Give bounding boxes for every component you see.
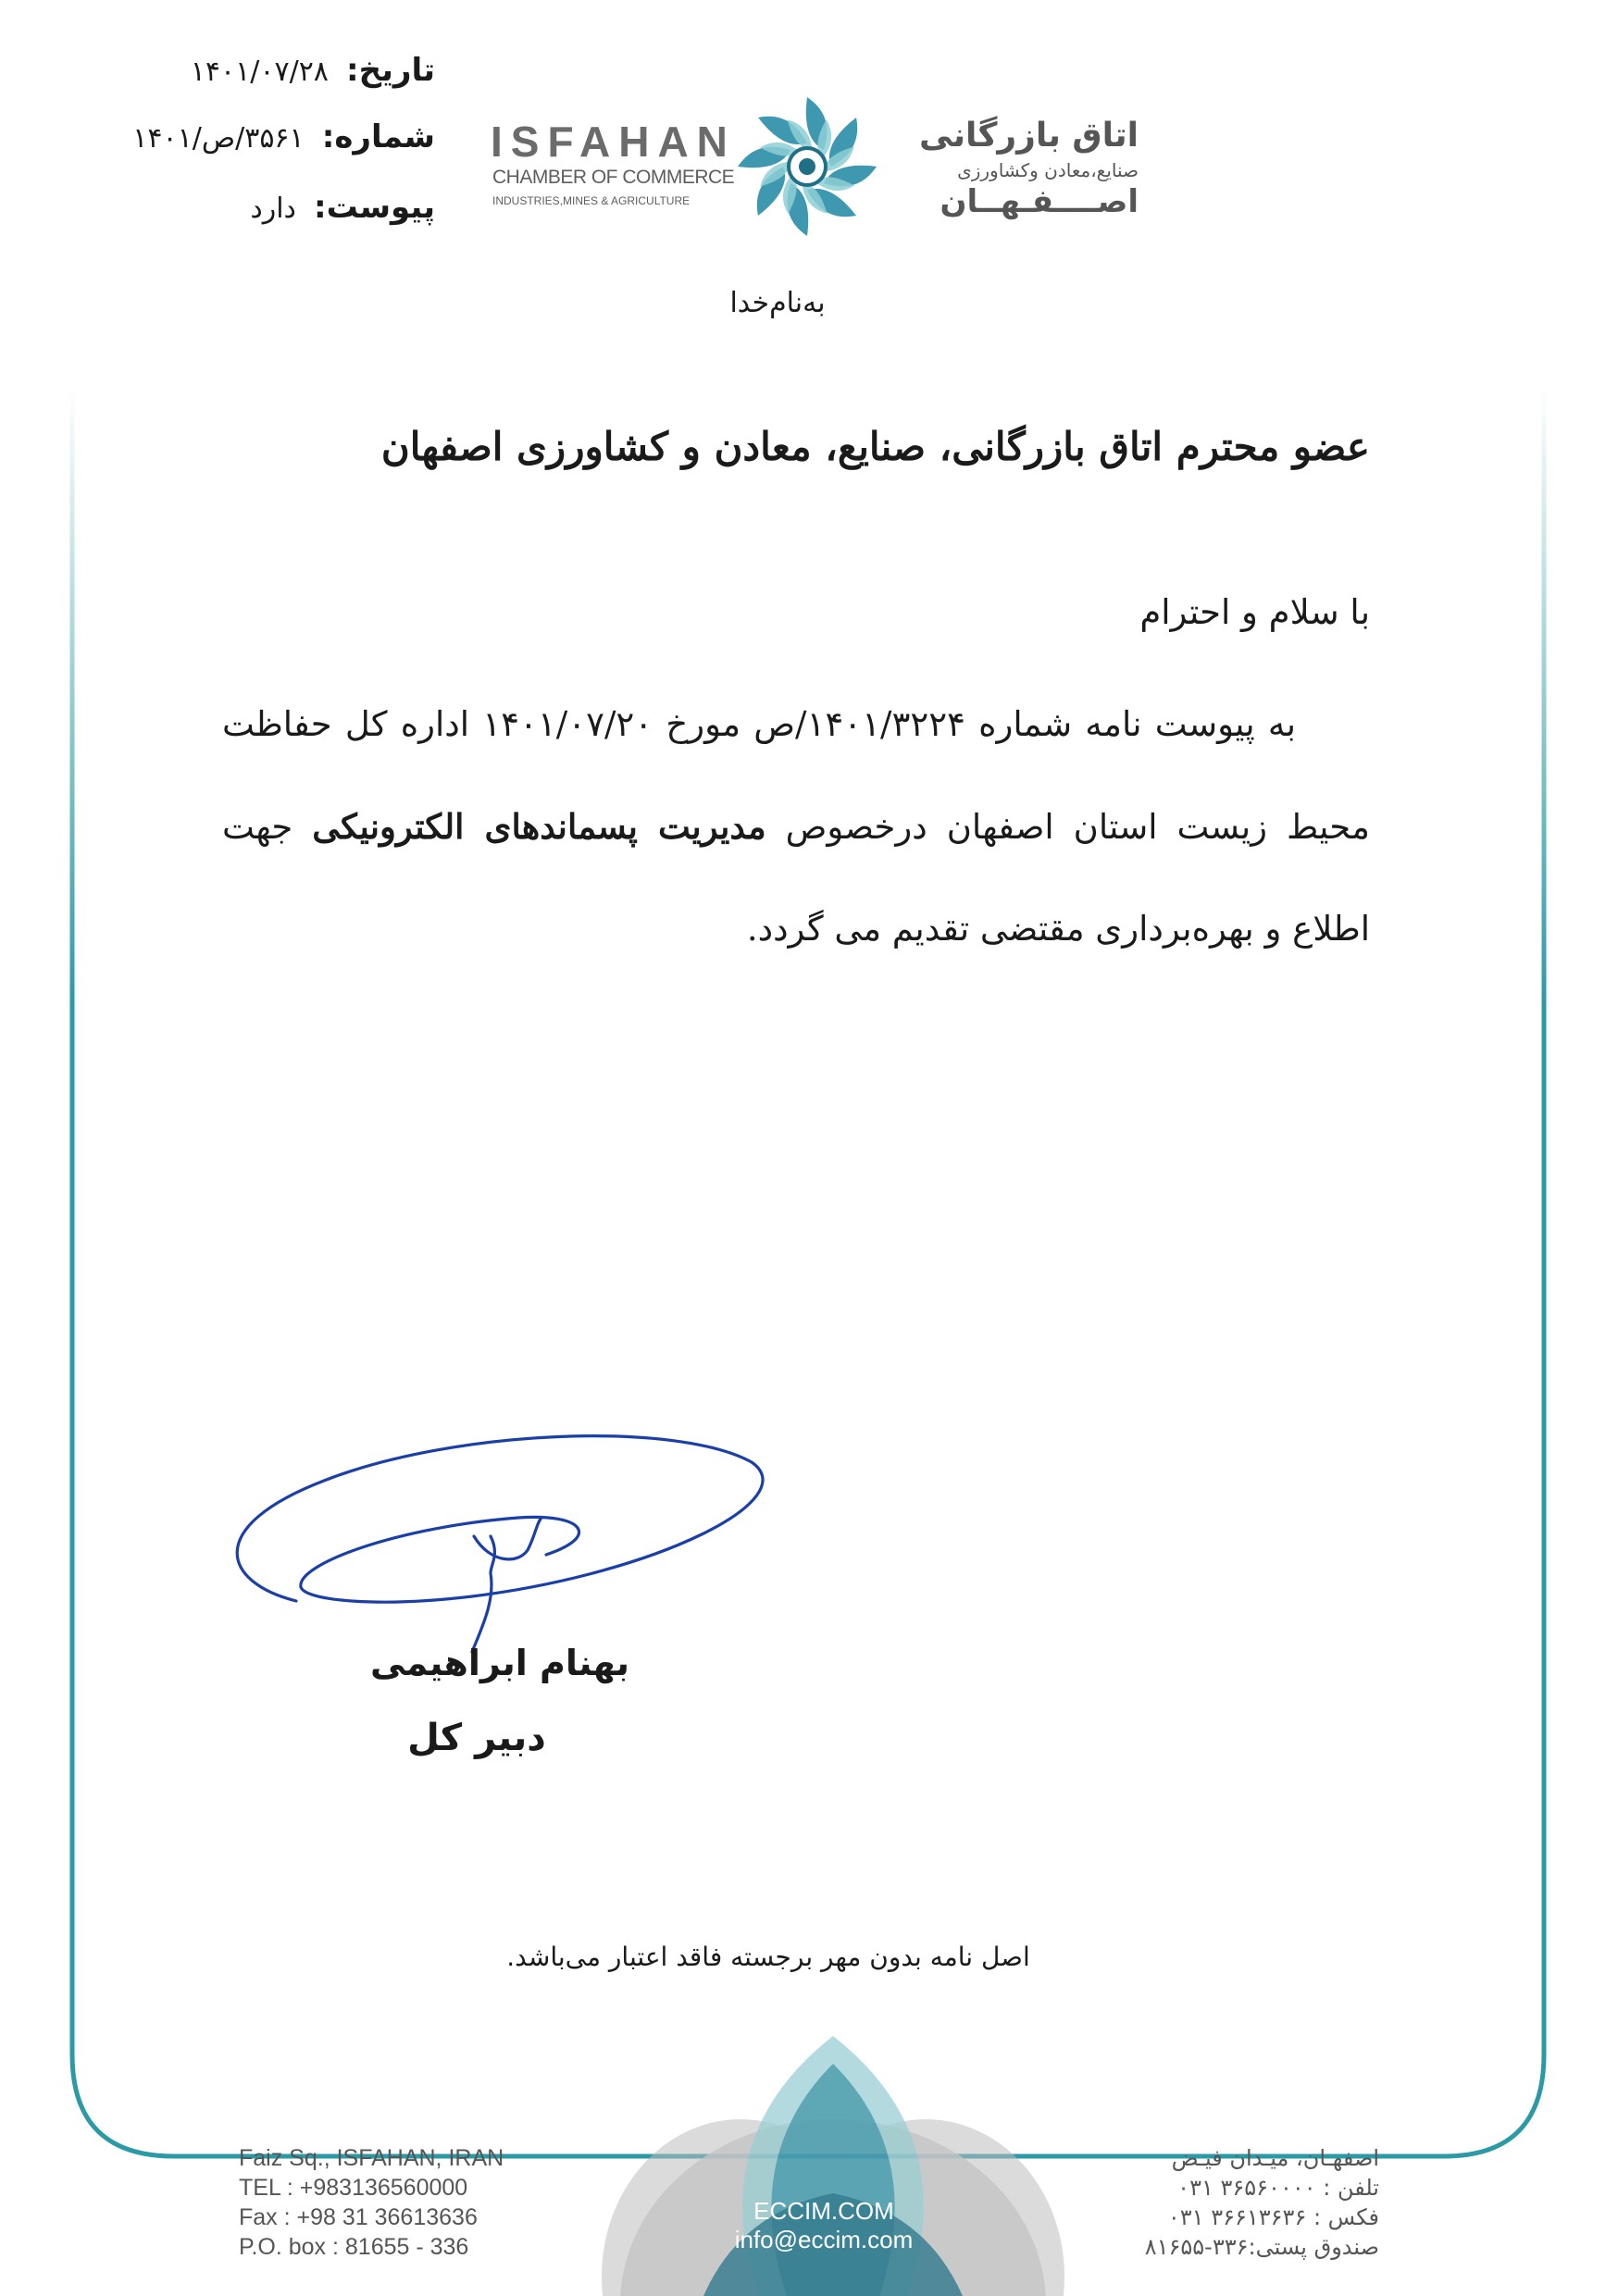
signatory-title: دبیر کل — [407, 1717, 546, 1759]
footer-fax-en: Fax : +98 31 36613636 — [239, 2204, 478, 2230]
recipient-heading: عضو محترم اتاق بازرگانی، صنایع، معادن و کشاورزی اصفهان — [380, 424, 1370, 469]
number-label: شماره: — [321, 118, 435, 155]
footer-address-fa: اصفهـان، میـدان فیـض — [1171, 2145, 1379, 2171]
invocation-text: به‌نام‌خدا — [729, 287, 826, 319]
date-value: ۱۴۰۱/۰۷/۲۸ — [190, 56, 329, 88]
footer-tel-fa: تلفن : ۳۶۵۶۰۰۰۰ ۰۳۱ — [1177, 2175, 1379, 2201]
attachment-value: دارد — [250, 192, 296, 225]
number-row — [102, 118, 435, 174]
footer-ornament-graphic — [574, 2027, 1092, 2296]
body-text-subject: مدیریت پسماندهای الکترونیکی — [312, 806, 766, 847]
footer-contact-persian — [1083, 2143, 1379, 2262]
footer-web-contact — [703, 2197, 944, 2254]
footer-website: ECCIM.COM — [753, 2197, 894, 2225]
number-value: ۳۵۶۱/ص/۱۴۰۱ — [132, 122, 305, 155]
greeting-text: با سلام و احترام — [1139, 592, 1370, 632]
logo-persian-name: اتاق بازرگانی — [919, 117, 1139, 155]
chamber-emblem-icon — [733, 93, 881, 241]
logo-english-tagline: INDUSTRIES,MINES & AGRICULTURE — [492, 194, 691, 207]
footer-pobox-en: P.O. box : 81655 - 336 — [239, 2234, 469, 2260]
footer-address-en: Faiz Sq., ISFAHAN, IRAN — [239, 2145, 504, 2171]
date-row — [102, 52, 435, 107]
handwritten-signature — [213, 1425, 768, 1657]
logo-english-subtitle: CHAMBER OF COMMERCE — [492, 167, 735, 188]
footer-pobox-fa: صندوق پستی:۳۳۶-۸۱۶۵۵ — [1144, 2234, 1379, 2260]
footer-email: info@eccim.com — [734, 2226, 914, 2253]
validity-notice: اصل نامه بدون مهر برجسته فاقد اعتبار می‌باشد. — [506, 1942, 1030, 1972]
chamber-logo — [491, 93, 1139, 250]
attachment-row — [102, 189, 435, 244]
letter-body — [222, 674, 1370, 980]
signatory-name: بهنام ابراهیمی — [370, 1643, 629, 1683]
footer-fax-fa: فکس : ۳۶۶۱۳۶۳۶ ۰۳۱ — [1167, 2204, 1379, 2230]
logo-english-name: ISFAHAN — [491, 118, 736, 166]
footer-tel-en: TEL : +983136560000 — [239, 2175, 468, 2201]
body-text-part2: جهت اطلاع و بهره‌برداری مقتضی تقدیم می گردد. — [222, 807, 1370, 949]
logo-persian-subtitle: صنایع،معادن وکشاورزی — [957, 159, 1139, 181]
date-label: تاریخ: — [346, 52, 435, 89]
attachment-label: پیوست: — [314, 189, 435, 226]
footer-contact-english — [239, 2143, 504, 2262]
body-text-part1: به پیوست نامه شماره ۱۴۰۱/۳۲۲۴/ص مورخ ۱۴۰۱/۰۷/۲۰ اداره کل حفاظت محیط زیست استان اصفهان درخصوص — [222, 704, 1370, 847]
logo-persian-city: اصــــفـهــان — [940, 183, 1139, 220]
